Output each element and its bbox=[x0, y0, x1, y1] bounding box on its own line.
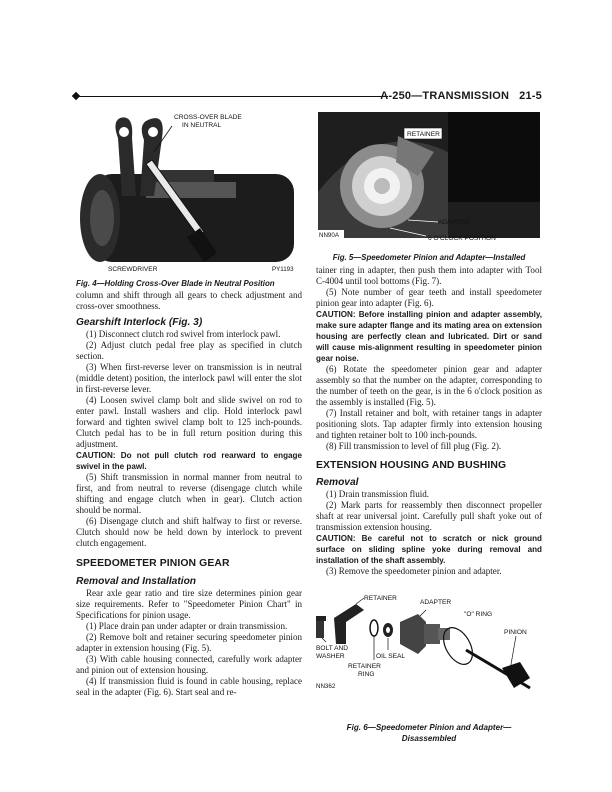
fig4-label-blade-2: IN NEUTRAL bbox=[182, 122, 222, 129]
interlock-step-6: (6) Disengage clutch and shift halfway to first or reverse. Clutch should now be held down by interlock to prevent clutch engagement. bbox=[76, 516, 302, 548]
heading-gearshift-interlock: Gearshift Interlock (Fig. 3) bbox=[76, 317, 203, 328]
page-number: 21-5 bbox=[519, 90, 542, 102]
heading-speedometer-pinion: SPEEDOMETER PINION GEAR bbox=[76, 558, 230, 569]
fig4-caption: Fig. 4—Holding Cross-Over Blade in Neutral Position bbox=[76, 279, 275, 288]
right-column bbox=[316, 252, 542, 577]
figure-4 bbox=[76, 112, 302, 276]
extension-step-1: (1) Drain transmission fluid. bbox=[326, 489, 430, 499]
fig6-caption: Fig. 6—Speedometer Pinion and Adapter— bbox=[346, 723, 512, 732]
fig5-code: NN90A bbox=[319, 232, 339, 239]
interlock-step-3: (3) When first-reverse lever on transmission is in neutral (middle detent) position, the interlock pawl will enter the slot in first-reverse lever. bbox=[76, 362, 302, 394]
page-header bbox=[76, 90, 542, 104]
interlock-step-4: (4) Loosen swivel clamp bolt and slide swivel on rod to enter pawl. Install washers and clip. Hold interlock pawl forward and tighten swivel clamp bolt to 125 inch-pounds. Clutch pedal has to be in full return position during this adjustment. bbox=[76, 395, 302, 449]
fig6-label-retainer: RETAINER bbox=[364, 595, 397, 602]
fig5-caption: Fig. 5—Speedometer Pinion and Adapter—Installed bbox=[332, 253, 526, 262]
fig6-label-bolt: BOLT AND bbox=[316, 645, 349, 652]
caution-spline-yoke: CAUTION: Be careful not to scratch or nick ground surface on sliding spline yoke during removal and installation of the shaft assembly. bbox=[316, 534, 542, 565]
interlock-step-5: (5) Shift transmission in normal manner from neutral to first, and from neutral to reverse (disengage clutch while shifting and engage clutch when in gear). Clutch action should be normal. bbox=[76, 472, 302, 515]
left-intro: column and shift through all gears to check adjustment and cross-over smoothness. bbox=[76, 290, 302, 311]
interlock-step-2: (2) Adjust clutch pedal free play as specified in clutch section. bbox=[76, 340, 302, 361]
fig4-label-screwdriver: SCREWDRIVER bbox=[108, 266, 158, 273]
fig4-code: PY1193 bbox=[272, 266, 294, 273]
figure-6 bbox=[316, 592, 542, 750]
fig4-label-blade: CROSS-OVER BLADE bbox=[174, 114, 242, 121]
pinion-step-1: (1) Place drain pan under adapter or drain transmission. bbox=[86, 621, 288, 631]
pinion-step-3: (3) With cable housing connected, carefully work adapter and pinion out of extension housing. bbox=[76, 654, 302, 675]
fig6-caption-2: Disassembled bbox=[401, 734, 457, 743]
header-title bbox=[380, 90, 542, 102]
left-column bbox=[76, 278, 302, 698]
pinion-step-2: (2) Remove bolt and retainer securing speedometer pinion adapter in extension housing (Fig. 5). bbox=[76, 632, 302, 653]
caution-adapter-clean: CAUTION: Before installing pinion and adapter assembly, make sure adapter flange and its mating area on extension housing are perfectly clean and lubricated. Dirt or sand will cause mis-alignment resulting in speedometer pinion gear noise. bbox=[316, 310, 542, 363]
heading-extension-housing: EXTENSION HOUSING AND BUSHING bbox=[316, 460, 507, 471]
header-section: A-250—TRANSMISSION bbox=[380, 90, 510, 102]
extension-step-3: (3) Remove the speedometer pinion and adapter. bbox=[326, 566, 502, 576]
figure-5 bbox=[316, 112, 542, 252]
fig5-label-retainer: RETAINER bbox=[407, 131, 440, 138]
fig5-illustration bbox=[316, 112, 542, 252]
heading-removal: Removal bbox=[316, 477, 359, 488]
fig6-label-adapter: ADAPTER bbox=[420, 599, 452, 606]
heading-removal-installation: Removal and Installation bbox=[76, 576, 197, 587]
pinion-step-6: (6) Rotate the speedometer pinion gear and adapter assembly so that the number on the adapter, corresponding to the number of teeth on the gear, is in the 6 o'clock position as the assembly is installed (Fig. 5). bbox=[316, 364, 542, 407]
interlock-step-1: (1) Disconnect clutch rod swivel from interlock pawl. bbox=[86, 329, 281, 339]
right-intro: tainer ring in adapter, then push them into adapter with Tool C-4004 until tool bottoms (Fig. 7). bbox=[316, 265, 542, 286]
header-rule bbox=[76, 96, 388, 97]
fig6-label-oring: "O" RING bbox=[464, 611, 493, 618]
pinion-intro: Rear axle gear ratio and tire size determines pinion gear size requirements. Refer to "Speedometer Pinion Chart" in Specifications for pinion usage. bbox=[76, 588, 302, 620]
fig6-label-washer: WASHER bbox=[316, 653, 345, 660]
pinion-step-7: (7) Install retainer and bolt, with retainer tangs in adapter positioning slots. Tap adapter firmly into extension housing and tighten retainer bolt to 100 inch-pounds. bbox=[316, 408, 542, 440]
pinion-step-8: (8) Fill transmission to level of fill plug (Fig. 2). bbox=[326, 441, 502, 451]
fig6-label-pinion: PINION bbox=[504, 629, 527, 636]
caution-clutch-rod: CAUTION: Do not pull clutch rod rearward to engage swivel in the pawl. bbox=[76, 451, 302, 471]
fig4-illustration bbox=[76, 112, 302, 276]
fig6-code: NN362 bbox=[316, 683, 336, 690]
pinion-step-4: (4) If transmission fluid is found in cable housing, replace seal in the adapter (Fig. 6). Start seal and re- bbox=[76, 676, 302, 697]
fig5-label-adapter: ADAPTER bbox=[438, 219, 470, 226]
fig6-label-oil-seal: OIL SEAL bbox=[376, 653, 406, 660]
fig6-label-retainer-ring: RETAINER bbox=[348, 663, 381, 670]
pinion-step-5: (5) Note number of gear teeth and install speedometer pinion gear into adapter (Fig. 6). bbox=[316, 287, 542, 308]
extension-step-2: (2) Mark parts for reassembly then disconnect propeller shaft at rear universal joint. Carefully pull shaft yoke out of transmission extension housing. bbox=[316, 500, 542, 532]
fig6-label-retainer-ring-2: RING bbox=[358, 671, 375, 678]
fig5-label-position: 6 O'CLOCK POSITION bbox=[428, 235, 496, 242]
